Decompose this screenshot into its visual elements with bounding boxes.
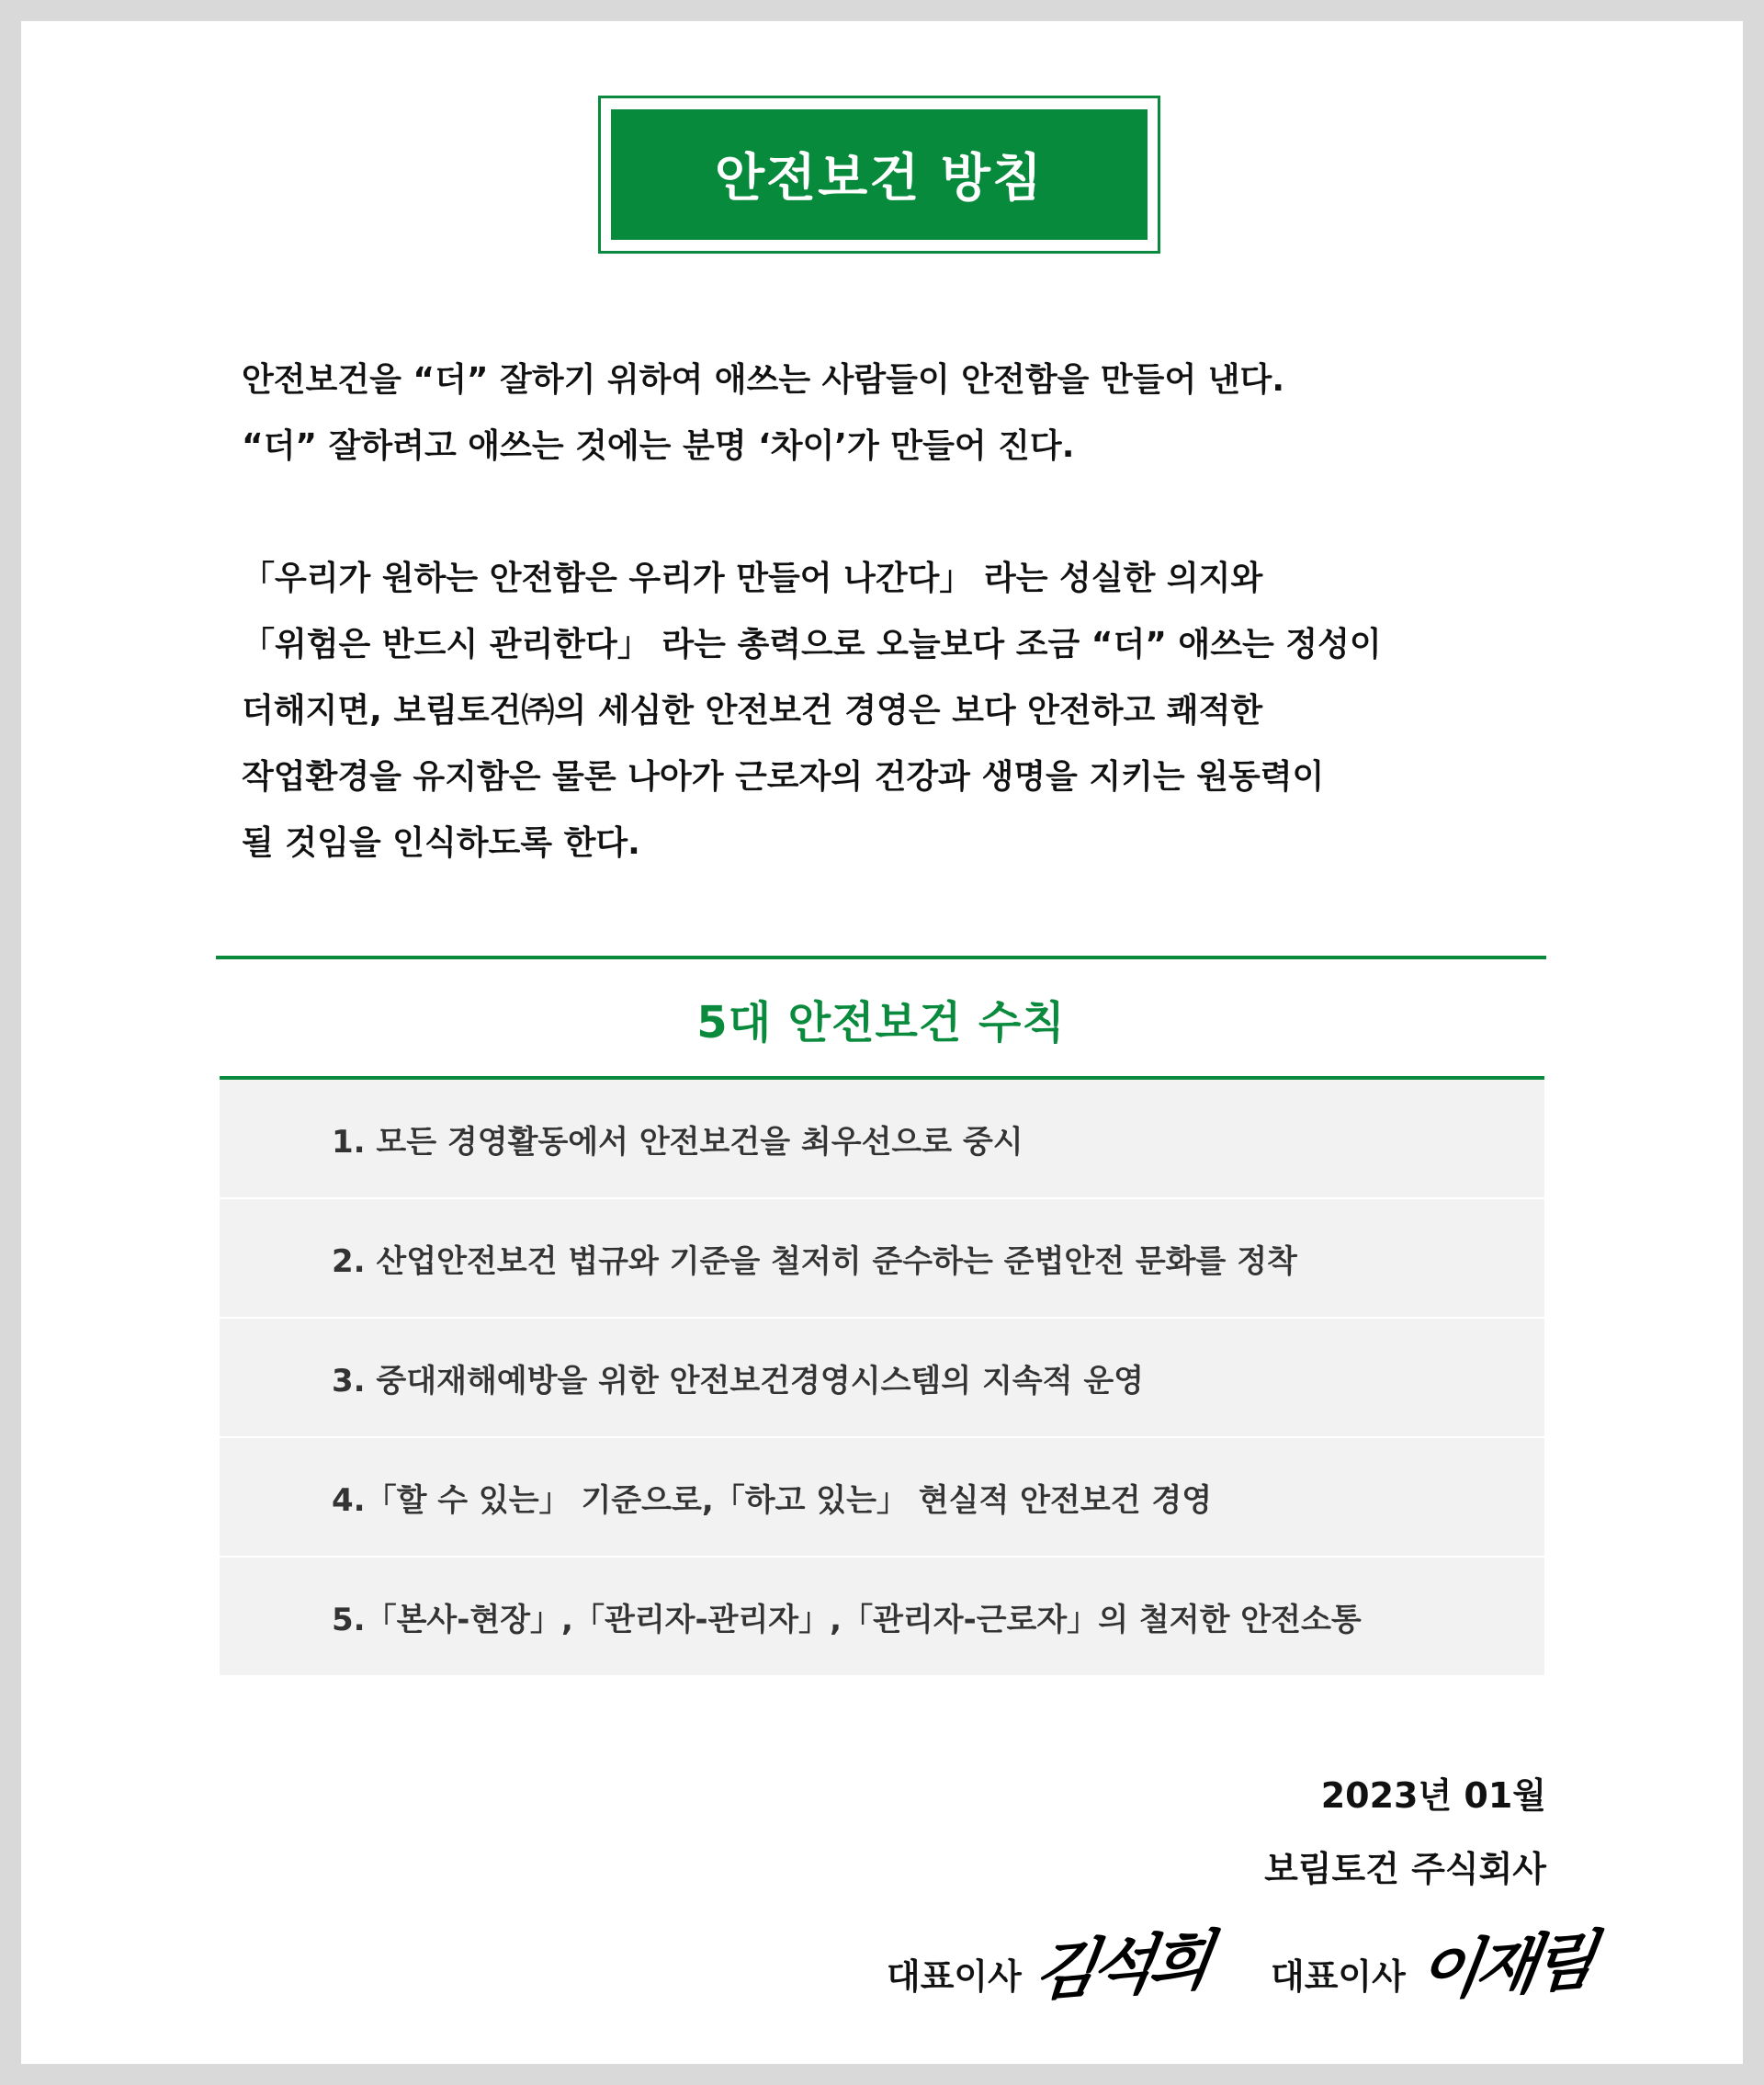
rules-list [220, 1080, 1544, 1677]
rules-title: 5대 안전보건 수칙 [696, 996, 1066, 1048]
policy-document [21, 21, 1743, 2064]
signer-title-2: 대표이사 [1271, 1956, 1406, 1997]
intro-text [242, 347, 1546, 877]
company-name: 보림토건 주식회사 [1264, 1849, 1546, 1889]
intro-line: 「위험은 반드시 관리한다」 라는 총력으로 오늘보다 조금 “더” 애쓰는 정성이 [242, 626, 1382, 663]
signer-title-1: 대표이사 [887, 1956, 1022, 1997]
paragraph-gap [242, 480, 1546, 546]
signature-2: 이재림 [1413, 1921, 1597, 2011]
signature-block [866, 1914, 1601, 2015]
rule-item-5: 5.「본사-현장」,「관리자-관리자」,「관리자-근로자」의 철저한 안전소통 [220, 1558, 1544, 1675]
rules-top-divider [216, 956, 1546, 959]
rule-item-3: 3. 중대재해예방을 위한 안전보건경영시스템의 지속적 운영 [220, 1319, 1544, 1436]
rule-item-1: 1. 모든 경영활동에서 안전보건을 최우선으로 중시 [220, 1080, 1544, 1197]
title-box [598, 96, 1160, 254]
intro-line: 안전보건을 “더” 잘하기 위하여 애쓰는 사람들이 안전함을 만들어 낸다. [242, 361, 1284, 399]
intro-line: 「우리가 원하는 안전함은 우리가 만들어 나간다」 라는 성실한 의지와 [242, 560, 1263, 597]
rule-item-2: 2. 산업안전보건 법규와 기준을 철저히 준수하는 준법안전 문화를 정착 [220, 1199, 1544, 1317]
signature-1: 김석희 [1029, 1921, 1213, 2011]
intro-line: 작업환경을 유지함은 물론 나아가 근로자의 건강과 생명을 지키는 원동력이 [242, 758, 1325, 796]
issue-date: 2023년 01월 [1320, 1775, 1546, 1816]
page-title: 안전보건 방침 [611, 109, 1148, 240]
rule-item-4: 4.「할 수 있는」 기준으로,「하고 있는」 현실적 안전보건 경영 [220, 1438, 1544, 1556]
intro-line: 더해지면, 보림토건㈜의 세심한 안전보건 경영은 보다 안전하고 쾌적한 [242, 692, 1263, 730]
intro-line: “더” 잘하려고 애쓰는 것에는 분명 ‘차이’가 만들어 진다. [242, 427, 1075, 465]
intro-line: 될 것임을 인식하도록 한다. [242, 824, 640, 862]
